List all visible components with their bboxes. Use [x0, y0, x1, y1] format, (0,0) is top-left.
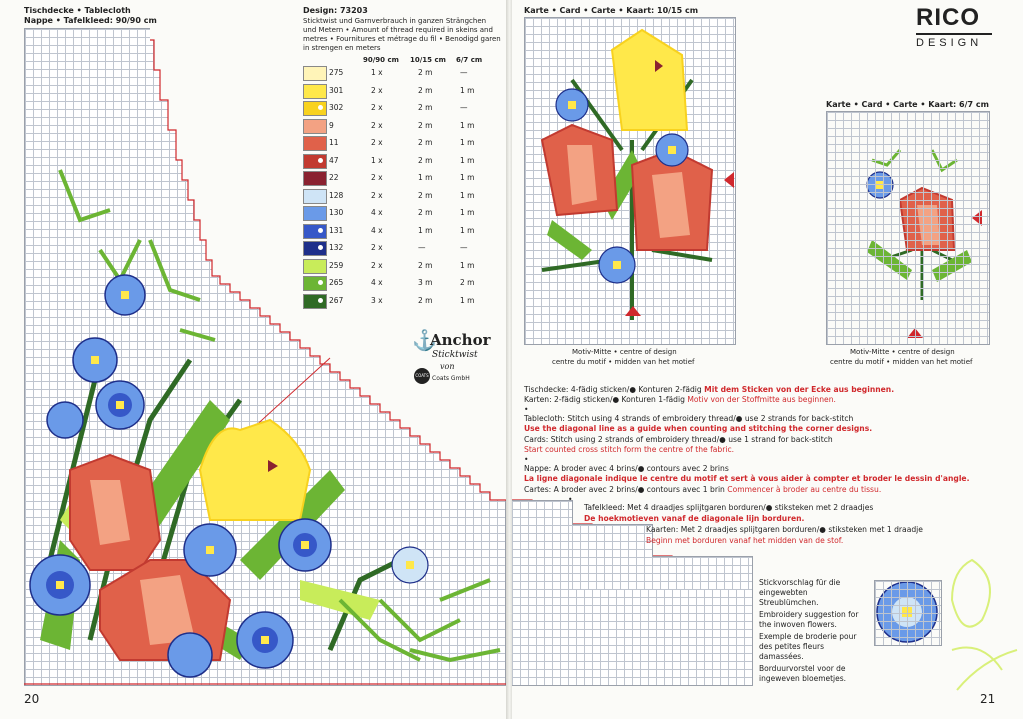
backstitch-dot-icon [318, 280, 323, 285]
amount-10-15: 2 m [418, 208, 433, 217]
thread-code: 22 [329, 173, 339, 182]
thread-row [303, 223, 493, 238]
thread-row [303, 188, 493, 203]
thread-row [303, 100, 493, 115]
card-small-label: Karte • Card • Carte • Kaart: 6/7 cm [826, 100, 989, 109]
instructions-fr-cartes: Cartes: A broder avec 2 brins/● contours avec 1 brin Commencer à broder au centre du tissu. [524, 485, 882, 494]
amount-90: 2 x [371, 138, 383, 147]
thread-swatch [303, 241, 327, 256]
amount-10-15: 2 m [418, 190, 433, 200]
anchor-icon: ⚓ [412, 328, 437, 352]
thread-swatch [303, 294, 327, 309]
thread-code: 275 [329, 68, 344, 77]
amount-6-7: — [460, 103, 468, 112]
thread-code: 128 [329, 190, 344, 200]
amount-10-15: 2 m [418, 155, 433, 165]
instructions-en-cards: Cards: Stitch using 2 strands of embroidery thread/● use 1 strand for back-stitch [524, 435, 833, 444]
amount-90: 2 x [371, 243, 383, 252]
thread-code: 267 [329, 295, 344, 305]
thread-swatch [303, 224, 327, 239]
thread-row [303, 240, 493, 255]
amount-6-7: 1 m [460, 190, 475, 200]
left-page [0, 0, 508, 719]
amount-90: 2 x [371, 85, 383, 95]
thread-swatch [303, 66, 327, 81]
amount-6-7: 1 m [460, 208, 475, 217]
amount-10-15: 1 m [418, 225, 433, 235]
amount-6-7: — [460, 243, 468, 252]
staircase-grid-strip [512, 500, 573, 589]
thread-swatch [303, 206, 327, 221]
amount-6-7: 1 m [460, 225, 475, 235]
anchor-von: von [440, 362, 455, 371]
thread-swatch [303, 276, 327, 291]
design-title: Design: 73203 [303, 6, 368, 15]
tablecloth-chart-continuation [512, 588, 753, 686]
thread-swatch [303, 259, 327, 274]
thread-swatch [303, 119, 327, 134]
instructions-fr-nappe: Nappe: A broder avec 4 brins/● contours avec 2 brins [524, 464, 729, 473]
backstitch-dot-icon [318, 298, 323, 303]
amount-10-15: 1 m [418, 173, 433, 182]
amount-90: 4 x [371, 225, 383, 235]
amount-6-7: 1 m [460, 85, 475, 95]
backstitch-dot-icon [318, 105, 323, 110]
thread-row [303, 65, 493, 80]
tablecloth-header-line1: Tischdecke • Tablecloth [24, 6, 131, 15]
amount-6-7: 1 m [460, 120, 475, 130]
suggestion-chart-grid [874, 580, 942, 646]
backstitch-dot-icon [318, 245, 323, 250]
amount-10-15: 2 m [418, 85, 433, 95]
backstitch-dot-icon [318, 228, 323, 233]
column-header-10-15: 10/15 cm [410, 56, 446, 64]
amount-90: 4 x [371, 208, 383, 217]
card-small-chart-grid [826, 111, 990, 345]
page-number-left: 20 [24, 692, 40, 706]
thread-swatch [303, 101, 327, 116]
amount-90: 4 x [371, 278, 383, 287]
amount-10-15: 2 m [418, 120, 433, 130]
amount-90: 2 x [371, 260, 383, 270]
thread-code: 11 [329, 138, 339, 147]
amount-10-15: 2 m [418, 260, 433, 270]
thread-row [303, 275, 493, 290]
thread-code: 265 [329, 278, 344, 287]
thread-code: 259 [329, 260, 344, 270]
amount-10-15: 2 m [418, 295, 433, 305]
thread-swatch [303, 171, 327, 186]
instructions-en-tablecloth: Tablecloth: Stitch using 4 strands of embroidery thread/● use 2 strands for back-stitch [524, 414, 854, 423]
thread-code: 301 [329, 85, 344, 95]
amount-6-7: 2 m [460, 278, 475, 287]
thread-row [303, 258, 493, 273]
right-page [512, 0, 1023, 719]
amount-6-7: — [460, 68, 468, 77]
thread-row [303, 170, 493, 185]
amount-10-15: — [418, 243, 426, 252]
inwoven-flower-outline [952, 560, 1017, 690]
instructions-nl-kaarten: Kaarten: Met 2 draadjes splijtgaren borduren/● stiksteken met 1 draadje [646, 525, 923, 534]
instructions-en-tablecloth-note: Use the diagonal line as a guide when counting and stitching the corner designs. [524, 424, 873, 433]
thread-code: 130 [329, 208, 344, 217]
thread-swatch [303, 189, 327, 204]
center-marker-large-right [724, 172, 734, 188]
instructions-nl-kaarten-note: Beginn met borduren vanaf het midden van de stof. [646, 536, 844, 545]
card-large-label: Karte • Card • Carte • Kaart: 10/15 cm [524, 6, 699, 15]
coats-company: Coats GmbH [432, 375, 470, 382]
instructions-en-cards-note: Start counted cross stitch form the centre of the fabric. [524, 445, 735, 454]
thread-code: 131 [329, 225, 344, 235]
thread-code: 47 [329, 155, 339, 165]
instructions-nl-tafelkleed-note: De hoekmotieven vanaf de diagonale lijn borduren. [584, 514, 805, 523]
staircase-grid-strip-3 [652, 556, 753, 589]
amount-10-15: 2 m [418, 138, 433, 147]
amount-90: 3 x [371, 295, 383, 305]
motif-large-line2: centre du motif • midden van het motief [552, 358, 695, 366]
amount-6-7: 1 m [460, 260, 475, 270]
thread-code: 132 [329, 243, 344, 252]
page-number-right: 21 [980, 692, 996, 706]
instructions-de-tablecloth: Tischdecke: 4-fädig sticken/● Konturen 2-fädig Mit dem Sticken von der Ecke aus beginnen. [524, 385, 895, 394]
amount-10-15: 2 m [418, 68, 433, 77]
amount-10-15: 3 m [418, 278, 433, 287]
bullet-separator-1: • [524, 405, 529, 414]
design-description: Sticktwist und Garnverbrauch in ganzen Strängchen und Metern • Amount of thread required in skeins and metres • Fournitures et métrage du fil • Benodigd garen in strengen en meters [303, 17, 501, 52]
amount-6-7: 1 m [460, 155, 475, 165]
amount-10-15: 2 m [418, 103, 433, 112]
staircase-grid-strip-2 [572, 524, 653, 589]
backstitch-dot-icon [318, 158, 323, 163]
anchor-brand: Anchor [430, 331, 491, 349]
amount-90: 1 x [371, 68, 383, 77]
amount-90: 2 x [371, 173, 383, 182]
thread-swatch [303, 136, 327, 151]
thread-swatch [303, 154, 327, 169]
thread-row [303, 293, 493, 308]
amount-6-7: 1 m [460, 295, 475, 305]
coats-badge: COATS [414, 368, 430, 384]
motif-small-line1: Motiv-Mitte • centre of design [850, 348, 955, 356]
amount-90: 1 x [371, 155, 383, 165]
thread-row [303, 83, 493, 98]
thread-swatch [303, 84, 327, 99]
instructions-fr-nappe-note: La ligne diagonale indique le centre du motif et sert à vous aider à compter et broder le dessin d'angle. [524, 474, 970, 483]
amount-6-7: 1 m [460, 138, 475, 147]
motif-large-line1: Motiv-Mitte • centre of design [572, 348, 677, 356]
thread-row [303, 135, 493, 150]
instructions-nl-tafelkleed: Tafelkleed: Met 4 draadjes splijtgaren borduren/● stiksteken met 2 draadjes [584, 503, 874, 512]
bullet-separator-3: • [568, 495, 573, 504]
amount-90: 2 x [371, 190, 383, 200]
rico-brand: RICO [916, 4, 980, 31]
thread-row [303, 153, 493, 168]
bullet-separator-2: • [524, 455, 529, 464]
center-marker-large-bottom [625, 306, 641, 316]
anchor-logo [412, 330, 492, 392]
rico-sub: DESIGN [916, 37, 983, 49]
thread-code: 9 [329, 120, 334, 130]
tablecloth-header-line2: Nappe • Tafelkleed: 90/90 cm [24, 16, 157, 25]
anchor-sub: Sticktwist [432, 350, 478, 360]
amount-6-7: 1 m [460, 173, 475, 182]
column-header-6-7: 6/7 cm [456, 56, 483, 64]
column-header-90: 90/90 cm [363, 56, 399, 64]
suggestion-text: Stickvorschlag für die eingewebten Streublümchen. Embroidery suggestion for the inwoven flowers. Exemple de broderie pour des petites fleurs damassées. Borduurvorstel voor de ingeweven bloemetjes. [759, 578, 859, 683]
thread-row [303, 205, 493, 220]
instructions-de-cards: Karten: 2-fädig sticken/● Konturen 1-fädig Motiv von der Stoffmitte aus beginnen. [524, 395, 836, 404]
thread-code: 302 [329, 103, 344, 112]
thread-row [303, 118, 493, 133]
amount-90: 2 x [371, 103, 383, 112]
motif-small-line2: centre du motif • midden van het motief [830, 358, 973, 366]
amount-90: 2 x [371, 120, 383, 130]
